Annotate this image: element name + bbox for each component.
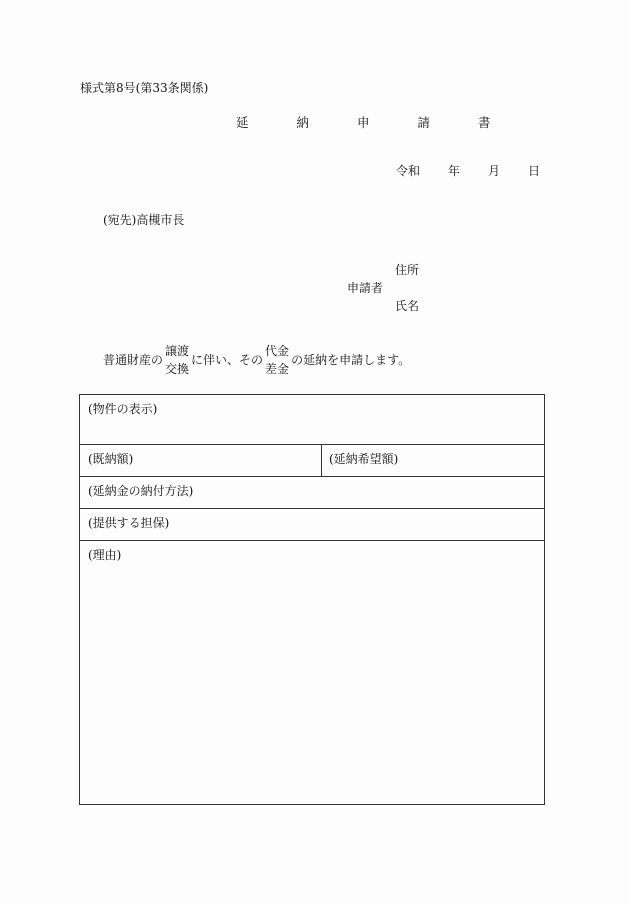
date-month: 月 bbox=[488, 164, 501, 178]
application-statement bbox=[103, 344, 410, 376]
reason-row[interactable] bbox=[80, 541, 544, 804]
desired-amount-label: (延納希望額) bbox=[329, 452, 399, 466]
statement-prefix: 普通財産の bbox=[103, 353, 164, 367]
address-label: 住所 bbox=[395, 263, 420, 277]
name-label: 氏名 bbox=[395, 299, 420, 313]
transfer-exchange-choice bbox=[165, 344, 189, 376]
statement-suffix: の延納を申請します。 bbox=[291, 353, 411, 367]
security-row[interactable] bbox=[80, 509, 544, 541]
property-label: (物件の表示) bbox=[88, 402, 158, 416]
reason-label: (理由) bbox=[88, 548, 122, 562]
property-row[interactable] bbox=[80, 395, 544, 445]
form-number: 様式第8号(第33条関係) bbox=[80, 81, 209, 95]
date-era: 令和 bbox=[396, 164, 421, 178]
date-year: 年 bbox=[448, 164, 461, 178]
date-day: 日 bbox=[528, 164, 541, 178]
applicant-label: 申請者 bbox=[347, 281, 384, 295]
amount-row bbox=[80, 445, 544, 477]
paid-amount-label: (既納額) bbox=[88, 452, 134, 466]
security-label: (提供する担保) bbox=[88, 516, 170, 530]
choice-difference: 差金 bbox=[265, 362, 290, 376]
choice-exchange: 交換 bbox=[165, 362, 190, 376]
addressee: (宛先)高槻市長 bbox=[103, 213, 185, 227]
price-difference-choice bbox=[265, 344, 289, 376]
choice-transfer: 譲渡 bbox=[165, 344, 190, 358]
statement-middle: に伴い、その bbox=[191, 353, 264, 367]
date-line bbox=[396, 165, 540, 177]
application-form-table bbox=[79, 394, 545, 805]
document-title: 延 納 申 請 書 bbox=[236, 115, 513, 130]
payment-method-row[interactable] bbox=[80, 477, 544, 509]
payment-method-label: (延納金の納付方法) bbox=[88, 484, 194, 498]
amount-divider bbox=[321, 445, 322, 476]
choice-price: 代金 bbox=[265, 344, 290, 358]
